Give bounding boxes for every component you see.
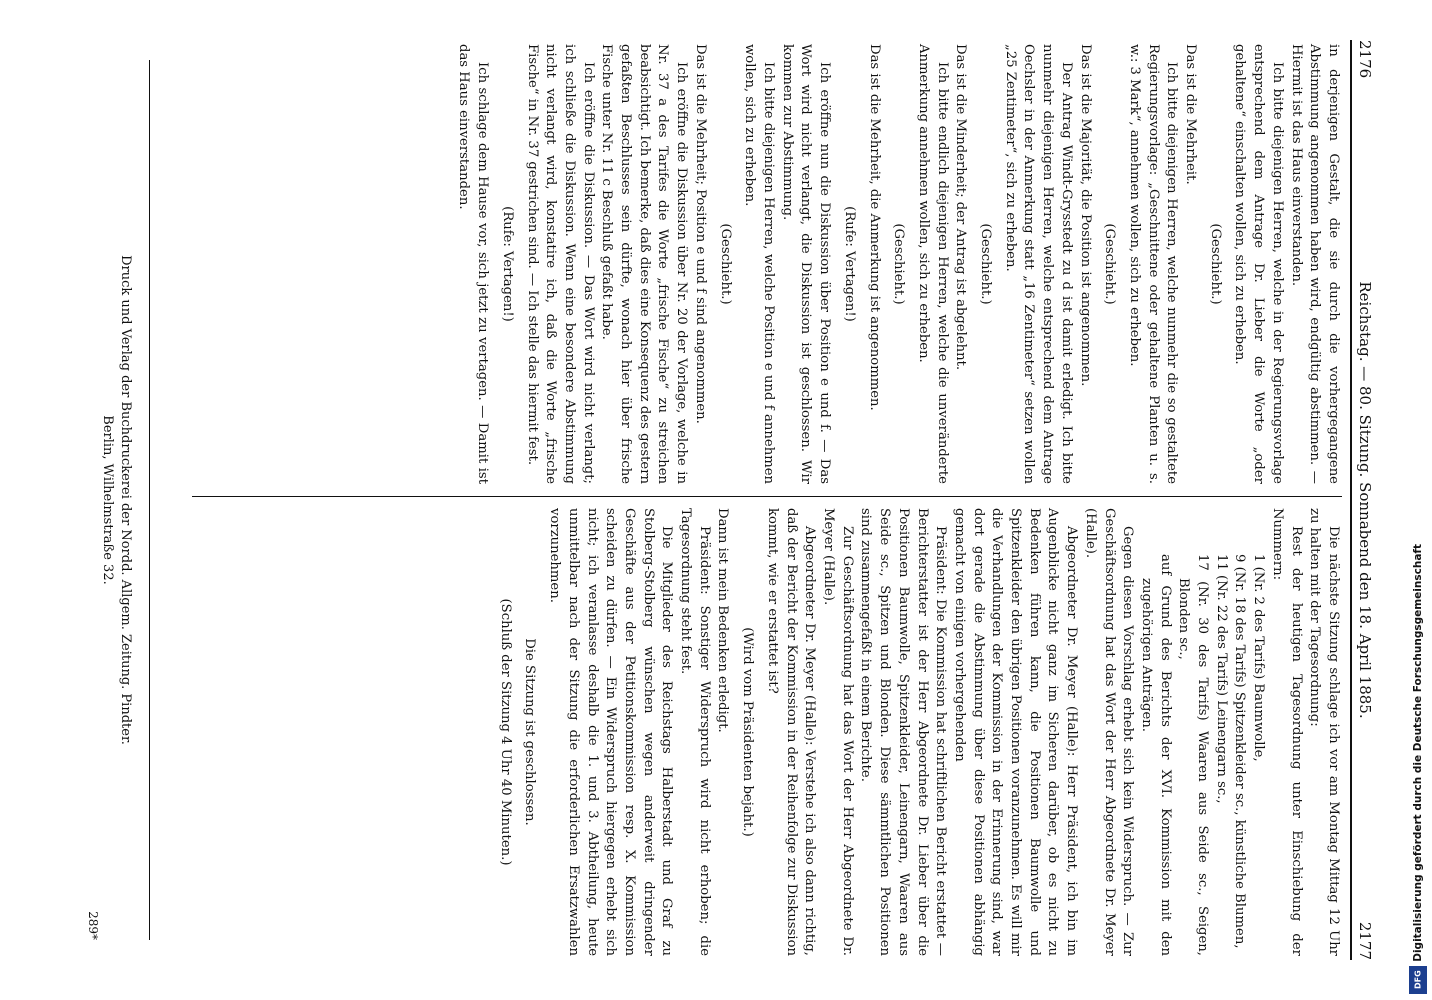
stage-note: (Geschieht.) [1102, 223, 1118, 305]
paragraph: Ich bitte diejenigen Herren, welche nunmehr die so gestaltete Regierungsvorlage: „Geschnittene oder gehaltene Planten u. s. w.: 3 Mark“, annehmen wollen, sich zu erheben. [1126, 44, 1180, 484]
paragraph: Dann ist mein Bedenken erledigt. [715, 508, 731, 733]
header-title: Reichstag. — 80. Sitzung. Sonnabend den 18. April 1885. [1356, 281, 1374, 719]
paragraph: Präsident: Sonstiger Widerspruch wird nicht erhoben; die Tagesordnung steht fest. [678, 508, 712, 956]
header-page-left: 2176 [1356, 40, 1374, 79]
paragraph: Ich bitte diejenigen Herren, welche in der Regierungsvorlage entsprechend dem Antrage Dr. Lieber die Worte „oder gehaltene“ einschalten wollen, sich zu erheben. [1232, 44, 1285, 484]
imprint [98, 0, 134, 1000]
list-item: 1 (Nr. 2 des Tarifs) Baumwolle, [1251, 554, 1267, 762]
stage-note: (Rufe: Vertagen!) [841, 206, 857, 322]
paragraph: Gegen diesen Vorschlag erhebt sich kein Widerspruch. — Zur Geschäftsordnung hat das Wort der Herr Abgeordnete Dr. Meyer (Halle). [1082, 508, 1136, 956]
paragraph: Abgeordneter Dr. Meyer (Halle): Herr Präsident, ich bin im Augenblicke nicht ganz im Sicheren darüber, ob es nicht zu Bedenken führen kann, die Positionen Baumwolle und Spitzenkleider den übrigen Positionen voranzunehmen. Es will mir die Verhandlungen der Kommission in der Erinnerung sind, war dort gerade die Abstimmung über diese Positionen abhängig gemacht von einigen vorhergehenden [951, 508, 1080, 956]
stage-note: (Wird vom Präsidenten bejaht.) [740, 627, 756, 837]
paragraph: Ich schlage dem Hause vor, sich jetzt zu vertagen. — Damit ist das Haus einverstanden. [456, 44, 491, 484]
credit-text: Digitalisierung gefördert durch die Deutsche Forschungsgemeinschaft [1412, 544, 1424, 962]
paragraph: Die nächste Sitzung schlage ich vor am Montag Mittag 12 Uhr zu halten mit der Tagesordnung: [1307, 508, 1341, 956]
paragraph: Das ist die Majorität, die Position ist angenommen. [1077, 44, 1093, 387]
footer-rule [149, 60, 150, 940]
paragraph: Ich bitte endlich diejenigen Herren, welche die unveränderte Anmerkung annehmen wollen, sich zu erheben. [915, 44, 950, 484]
paragraph: Ich bitte diejenigen Herren, welche Position e und f annehmen wollen, sich zu erheben. [742, 44, 777, 484]
paragraph: Die Sitzung ist geschlossen. [522, 638, 538, 826]
list-item: 11 (Nr. 22 des Tarifs) Leinengarn sc., [1213, 554, 1229, 804]
stage-note: (Geschieht.) [717, 223, 733, 305]
stage-note: (Geschieht.) [891, 223, 907, 305]
page-header [1356, 40, 1378, 960]
paragraph: Ich eröffne nun die Diskussion über Position e und f. — Das Wort wird nicht verlangt, die Diskussion ist geschlossen. Wir kommen zur Abstimmung. [779, 44, 833, 484]
paragraph: Der Antrag Windt-Grysstedt zu d ist damit erledigt. Ich bitte nunmehr diejenigen Herren, welche entsprechend dem Antrage Oechsler in der Anmerkung statt „16 Zentimeter“ setzen wollen „25 Zentimeter“, sich zu erheben. [1002, 44, 1074, 484]
paragraph: Das ist die Mehrheit. [1183, 44, 1199, 185]
page-number: 289* [86, 911, 100, 940]
paragraph: in derjenigen Gestalt, die sie durch die vorhergegangene Abstimmung angenommen haben wird, endgültig abstimmen. — Hiermit ist das Haus einverstanden. [1288, 44, 1341, 484]
paragraph: Abgeordneter Dr. Meyer (Halle): Verstehe ich also dann richtig, daß der Bericht der Kommission in der Reihenfolge zur Diskussion kommt, wie er erstattet ist? [764, 508, 818, 956]
stage-note: (Schluß der Sitzung 4 Uhr 40 Minuten.) [497, 598, 513, 866]
stage-note: (Geschieht.) [1207, 223, 1223, 305]
paragraph: Ich eröffne die Diskussion über Nr. 20 der Vorlage, welche in Nr. 37 a des Tarifes die Worte „frische Fische“ zu streichen beabsichtigt. Ich bemerke, daß dies eine Konsequenz des gestern gefaßten Beschlusses sein dürfte, wonach hier über frische Fische unter Nr. 11 c Beschluß gefaßt habe. [599, 44, 690, 484]
paragraph: Die Mitglieder des Reichstags Halberstadt und Graf zu Stolberg-Stolberg wünschen wegen anderweit dringender Geschäfte aus der Petitionskommission resp. X. Kommission scheiden zu dürfen. — Ein Widerspruch hiergegen erhebt sich nicht; ich veranlasse deshalb die 1. und 3. Abtheilung, heute unmittelbar nach der Sitzung die erforderlichen Ersatzwahlen vorzunehmen. [547, 508, 675, 956]
column-divider [192, 496, 1342, 497]
column-left [454, 44, 1342, 484]
paragraph: Das ist die Minderheit; der Antrag ist abgelehnt. [953, 44, 969, 371]
column-right [489, 508, 1342, 956]
imprint-line: Druck und Verlag der Buchdruckerei der Nordd. Allgem. Zeitung. Pindter. [118, 255, 133, 745]
paragraph: Rest der heutigen Tagesordnung unter Einschiebung der Nummern: [1269, 508, 1304, 956]
paragraph: Präsident: Die Kommission hat schriftlichen Bericht erstattet — Berichterstatter ist der Herr Abgeordnete Dr. Lieber über die Positionen Baumwolle, Spitzenkleider, Leinengarn, Waaren aus Seide sc., Spitzen und Blonden. Diese sämmtlichen Positionen sind zusammengefaßt in einem Berichte. [858, 508, 949, 956]
stage-note: (Geschieht.) [978, 223, 994, 305]
paragraph: Das ist die Mehrheit; Position e und f sind angenommen. [692, 44, 708, 424]
paragraph: Das ist die Mehrheit, die Anmerkung ist angenommen. [866, 44, 882, 411]
paragraph: Zur Geschäftsordnung hat das Wort der Herr Abgeordnete Dr. Meyer (Halle). [821, 508, 855, 956]
imprint-line: Berlin, Wilhelmstraße 32. [100, 415, 115, 585]
dfg-logo: DFG [1409, 966, 1427, 994]
list-item: 17 (Nr. 30 des Tarifs) Waaren aus Seide sc., Seigen, Blonden sc., [1176, 554, 1211, 956]
paragraph: Ich eröffne die Diskussion. — Das Wort wird nicht verlangt; ich schließe die Diskussion. Wenn eine besondere Abstimmung nicht verlangt wird, konstatire ich, daß die Worte „frische Fische“ in Nr. 37 gestrichen sind. — Ich stelle das hiermit fest. [524, 44, 596, 484]
header-page-right: 2177 [1356, 921, 1374, 960]
digitization-credit [1404, 0, 1432, 1000]
header-rule [1351, 40, 1353, 960]
list-item: 9 (Nr. 18 des Tarifs) Spitzenkleider sc., künstliche Blumen, [1232, 554, 1248, 949]
list-item: auf Grund des Berichts der XVI. Kommission mit den zugehörigen Anträgen. [1138, 554, 1173, 956]
stage-note: (Rufe: Vertagen!) [499, 206, 515, 322]
